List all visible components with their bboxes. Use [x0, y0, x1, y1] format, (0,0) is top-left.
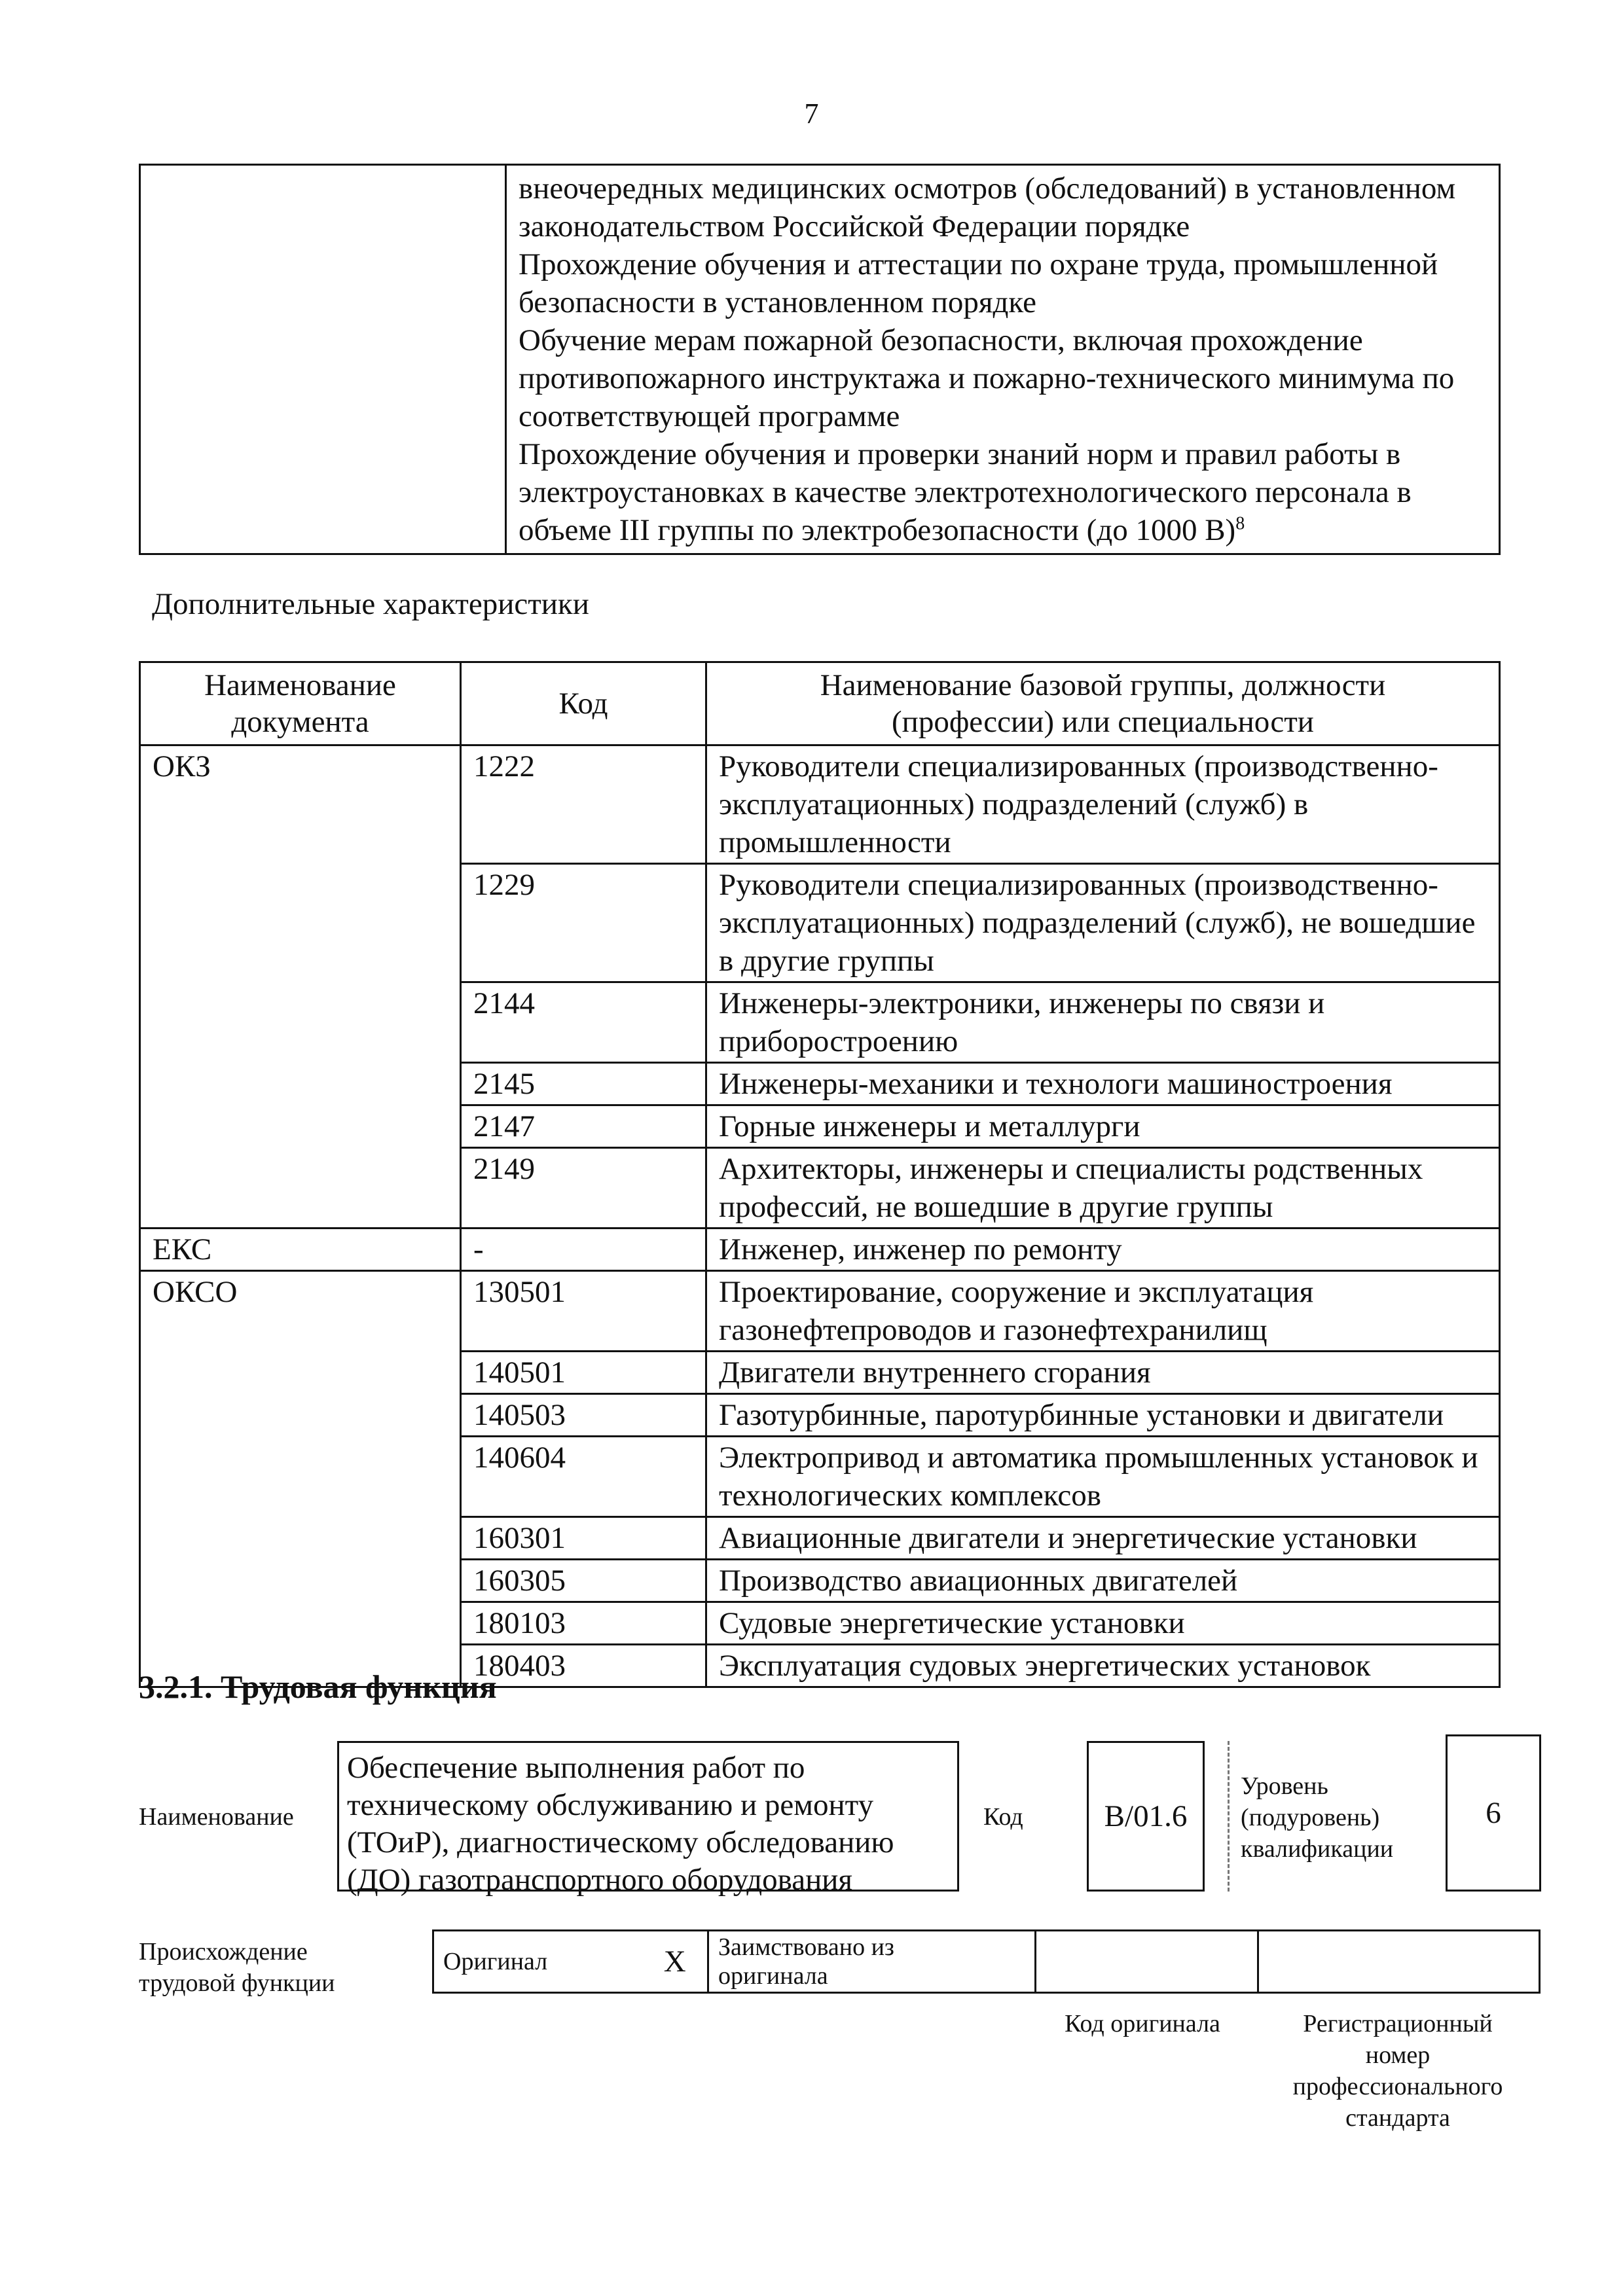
table-row	[140, 745, 1500, 864]
empty-cell	[140, 165, 506, 554]
function-name-box: Обеспечение выполнения работ по техническому обслуживанию и ремонту (ТОиР), диагностическому обследованию (ДО) газотранспортного оборудования	[337, 1741, 959, 1892]
name-cell: Инженеры-электроники, инженеры по связи и приборостроению	[706, 982, 1500, 1063]
level-label-line: Уровень	[1241, 1772, 1328, 1800]
requirements-continuation-table	[139, 164, 1501, 555]
reg-caption-line: профессионального	[1292, 2073, 1503, 2100]
original-mark: X	[643, 1931, 708, 1993]
code-cell: 140604	[461, 1437, 706, 1517]
page-number: 7	[804, 98, 819, 130]
borrowed-line: оригинала	[718, 1962, 828, 1990]
name-cell: Руководители специализированных (производственно-эксплуатационных) подразделений (служб) в промышленности	[706, 745, 1500, 864]
code-cell: 2144	[461, 982, 706, 1063]
name-cell: Производство авиационных двигателей	[706, 1560, 1500, 1602]
header-document-line: документа	[231, 705, 369, 739]
footnote-mark: 8	[1235, 513, 1245, 534]
reg-caption-line: Регистрационный	[1303, 2010, 1493, 2037]
code-cell: 160305	[461, 1560, 706, 1602]
requirement-line: противопожарного инструктажа и пожарно-технического минимума по	[519, 361, 1455, 395]
doc-cell: ОКСО	[140, 1271, 461, 1687]
origin-table	[432, 1929, 1541, 1994]
name-cell: Двигатели внутреннего сгорания	[706, 1352, 1500, 1394]
original-cell: Оригинал	[433, 1931, 643, 1993]
code-cell: 140501	[461, 1352, 706, 1394]
requirement-line: безопасности в установленном порядке	[519, 285, 1036, 319]
requirement-line	[519, 511, 1487, 549]
code-cell: 160301	[461, 1517, 706, 1560]
origin-label-line: трудовой функции	[139, 1969, 335, 1997]
dashed-divider	[1228, 1741, 1230, 1892]
header-name-line: Наименование базовой группы, должности	[820, 668, 1386, 702]
characteristics-heading: Дополнительные характеристики	[152, 587, 589, 621]
header-document	[140, 662, 461, 745]
requirement-line: соответствующей программе	[519, 399, 900, 433]
header-name	[706, 662, 1500, 745]
header-code: Код	[461, 662, 706, 745]
doc-cell: ЕКС	[140, 1229, 461, 1271]
code-cell: 180403	[461, 1645, 706, 1687]
characteristics-table	[139, 661, 1501, 1688]
origin-label-line: Происхождение	[139, 1938, 308, 1965]
origin-label	[139, 1936, 335, 1999]
code-cell: 140503	[461, 1394, 706, 1437]
name-cell: Горные инженеры и металлурги	[706, 1105, 1500, 1148]
code-cell: -	[461, 1229, 706, 1271]
requirements-text-cell	[506, 165, 1500, 554]
reg-number-cell	[1258, 1931, 1540, 1993]
code-cell: 1229	[461, 864, 706, 982]
requirement-line-text: объеме III группы по электробезопасности (до 1000 В)	[519, 513, 1236, 547]
code-cell: 2145	[461, 1063, 706, 1105]
name-cell: Судовые энергетические установки	[706, 1602, 1500, 1645]
table-row	[140, 1229, 1500, 1271]
name-cell: Архитекторы, инженеры и специалисты родственных профессий, не вошедшие в другие группы	[706, 1148, 1500, 1229]
requirement-line: внеочередных медицинских осмотров (обследований) в установленном	[519, 171, 1456, 206]
qualification-level-box: 6	[1446, 1734, 1541, 1892]
requirement-line: Прохождение обучения и проверки знаний норм и правил работы в	[519, 437, 1401, 471]
level-label-line: (подуровень)	[1241, 1804, 1380, 1831]
function-code-box: B/01.6	[1087, 1741, 1205, 1892]
name-cell: Авиационные двигатели и энергетические установки	[706, 1517, 1500, 1560]
code-cell: 130501	[461, 1271, 706, 1352]
name-label: Наименование	[139, 1803, 294, 1831]
code-original-caption: Код оригинала	[1065, 2010, 1220, 2037]
table-row	[140, 1271, 1500, 1352]
requirement-line: Обучение мерам пожарной безопасности, включая прохождение	[519, 323, 1363, 357]
reg-caption-line: номер	[1365, 2041, 1431, 2069]
name-cell: Электропривод и автоматика промышленных установок и технологических комплексов	[706, 1437, 1500, 1517]
level-label-line: квалификации	[1241, 1835, 1394, 1863]
header-document-line: Наименование	[204, 668, 396, 702]
reg-number-caption	[1257, 2008, 1539, 2134]
section-title: 3.2.1. Трудовая функция	[139, 1668, 497, 1705]
level-label	[1241, 1770, 1393, 1865]
code-cell: 1222	[461, 745, 706, 864]
requirement-line: Прохождение обучения и аттестации по охране труда, промышленной	[519, 247, 1438, 281]
borrowed-cell	[708, 1931, 1036, 1993]
doc-cell: ОКЗ	[140, 745, 461, 1229]
code-cell: 180103	[461, 1602, 706, 1645]
name-cell: Инженеры-механики и технологи машиностроения	[706, 1063, 1500, 1105]
code-label: Код	[983, 1803, 1023, 1831]
requirement-line: электроустановках в качестве электротехнологического персонала в	[519, 475, 1412, 509]
reg-caption-line: стандарта	[1345, 2104, 1450, 2132]
name-cell: Инженер, инженер по ремонту	[706, 1229, 1500, 1271]
name-cell: Эксплуатация судовых энергетических установок	[706, 1645, 1500, 1687]
requirement-line: законодательством Российской Федерации порядке	[519, 209, 1190, 243]
header-name-line: (профессии) или специальности	[892, 705, 1314, 739]
borrowed-line: Заимствовано из	[718, 1933, 894, 1961]
code-cell: 2149	[461, 1148, 706, 1229]
code-cell: 2147	[461, 1105, 706, 1148]
name-cell: Газотурбинные, паротурбинные установки и двигатели	[706, 1394, 1500, 1437]
name-cell: Проектирование, сооружение и эксплуатация газонефтепроводов и газонефтехранилищ	[706, 1271, 1500, 1352]
name-cell: Руководители специализированных (производственно-эксплуатационных) подразделений (служб), не вошедшие в другие группы	[706, 864, 1500, 982]
table-header-row	[140, 662, 1500, 745]
code-original-cell	[1036, 1931, 1258, 1993]
